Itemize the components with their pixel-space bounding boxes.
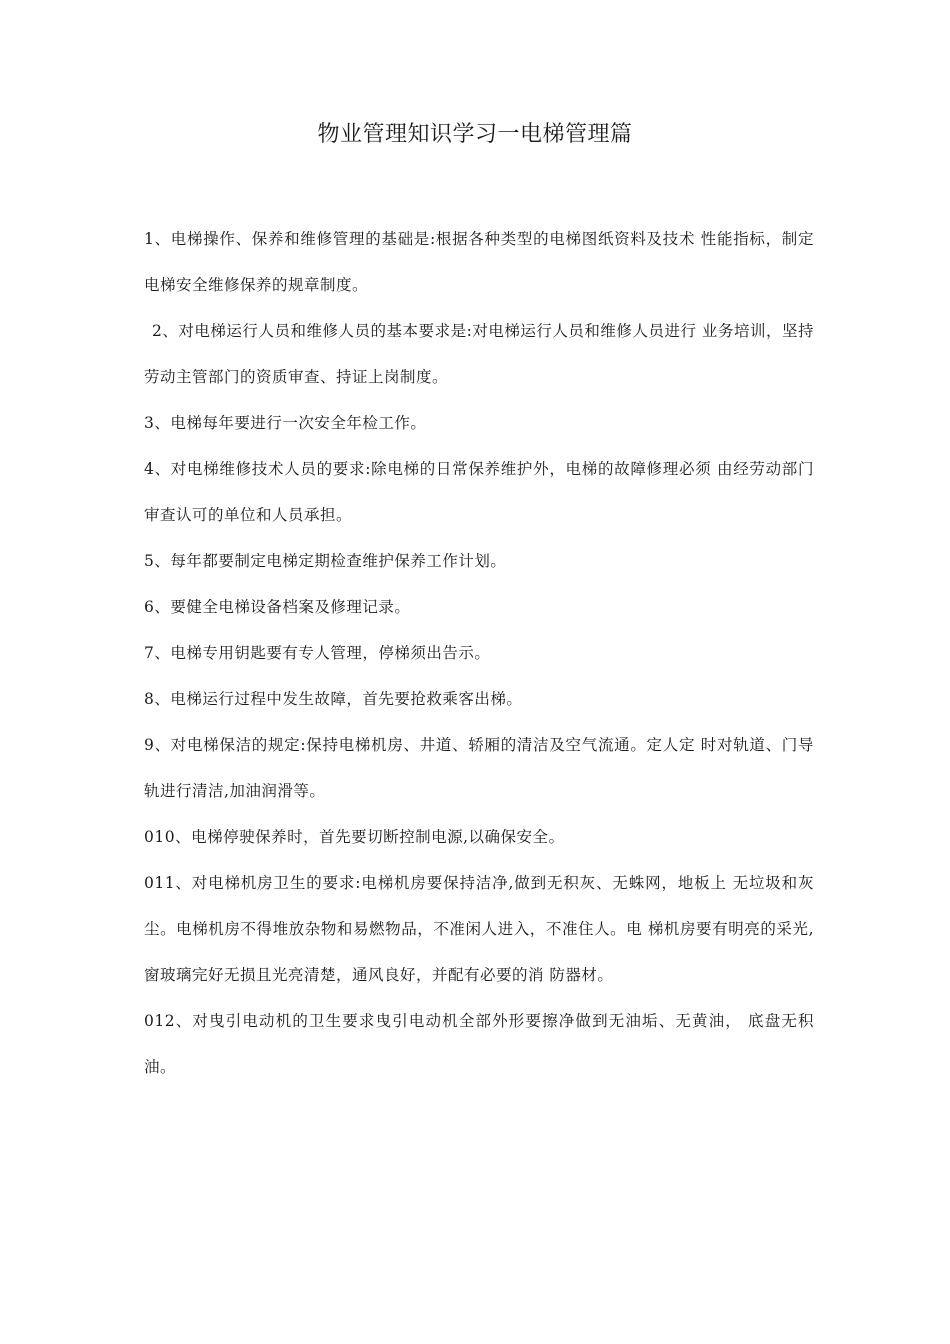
list-item-1: 1、电梯操作、保养和维修管理的基础是:根据各种类型的电梯图纸资料及技术 性能指标，制定电梯安全维修保养的规章制度。 <box>144 230 814 294</box>
list-item-8: 8、电梯运行过程中发生故障，首先要抢救乘客出梯。 <box>144 690 523 708</box>
list-item-7: 7、电梯专用钥匙要有专人管理，停梯须出告示。 <box>144 644 491 662</box>
list-item-6: 6、要健全电梯设备档案及修理记录。 <box>144 598 411 616</box>
list-item-012: 012、对曳引电动机的卫生要求曳引电动机全部外形要擦净做到无油垢、无黄油， 底盘无积油。 <box>144 1012 814 1076</box>
list-item-9: 9、对电梯保洁的规定:保持电梯机房、井道、轿厢的清洁及空气流通。定人定 时对轨道、门导轨进行清洁,加油润滑等。 <box>144 736 814 800</box>
document-title: 物业管理知识学习一电梯管理篇 <box>317 122 633 147</box>
list-item-011: 011、对电梯机房卫生的要求:电梯机房要保持洁净,做到无积灰、无蛛网，地板上 无垃圾和灰尘。电梯机房不得堆放杂物和易燃物品，不准闲人进入，不准住人。电 梯机房要有明亮的采光,窗玻璃完好无损且光亮清楚，通风良好，并配有必要的消 防器材。 <box>144 874 814 984</box>
list-item-2: 2、对电梯运行人员和维修人员的基本要求是:对电梯运行人员和维修人员进行 业务培训，坚持劳动主管部门的资质审查、持证上岗制度。 <box>144 322 814 386</box>
document-body <box>144 216 814 1090</box>
list-item-5: 5、每年都要制定电梯定期检查维护保养工作计划。 <box>144 552 507 570</box>
list-item-3: 3、电梯每年要进行一次安全年检工作。 <box>144 414 427 432</box>
list-item-4: 4、对电梯维修技术人员的要求:除电梯的日常保养维护外，电梯的故障修理必须 由经劳动部门审查认可的单位和人员承担。 <box>144 460 814 524</box>
list-item-010: 010、电梯停驶保养时，首先要切断控制电源,以确保安全。 <box>144 828 565 846</box>
